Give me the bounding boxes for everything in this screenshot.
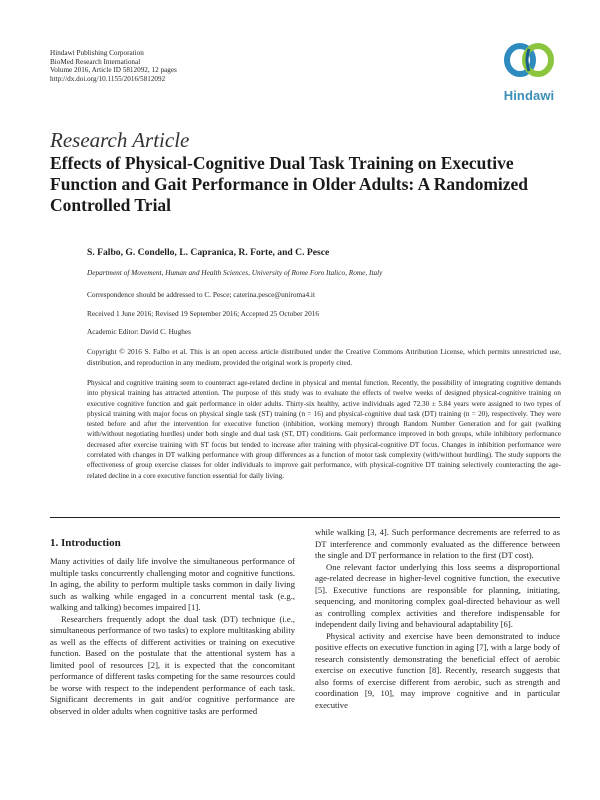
logo-text: Hindawi (503, 88, 555, 103)
paragraph: Researchers frequently adopt the dual task (DT) technique (i.e., simultaneous performance of two tasks) to explore multitasking ability as well as the effects of different activities or training on executive function. Based on the postulate that the attentional system has a limited pool of resources [2], it is expected that the concomitant performance of different tasks competing for the same resources could be worse with respect to the independent performance of each task. Significant decrements in gait and/or cognitive performance are observed in older adults when cognitive tasks are performed (50, 613, 295, 716)
copyright-notice: Copyright © 2016 S. Falbo et al. This is an open access article distributed under the Creative Commons Attribution License, which permits unrestricted use, distribution, and reproduction in any medium, provided the original work is properly cited. (87, 347, 561, 367)
abstract: Physical and cognitive training seem to counteract age-related decline in physical and mental function. Recently, the possibility of integrating cognitive demands into physical training has attracted attention. The purpose of this study was to evaluate the effects of twelve weeks of designed physical-cognitive training on executive cognitive function and gait performance in older adults. Thirty-six healthy, active individuals aged 72.30 ± 5.84 years were assigned to two types of physical training with major focus on physical single task (ST) training (n = 16) and physical-cognitive dual task (DT) training (n = 20), respectively. They were tested before and after the intervention for executive function (inhibition, working memory) through Random Number Generation and for gait (walking with/without negotiating hurdles) under both single and dual task (ST, DT) conditions. Gait performance improved in both groups, while inhibitory performance decreased after exercise training with ST focus but tended to increase after training with physical-cognitive DT focus. Changes in inhibition performance were correlated with changes in DT walking performance with group differences as a function of motor task complexity (with/without hurdling). The study supports the effectiveness of group exercise classes for older individuals to improve gait performance, with physical-cognitive DT training selectively counteracting the age-related decline in a core executive function essential for daily living. (87, 379, 561, 480)
paragraph: Many activities of daily life involve the simultaneous performance of multiple tasks concurrently challenging motor and cognitive functions. In aging, the ability to perform multiple tasks common in daily living such as walking while engaged in a concurrent mental task (e.g., walking and talking) becomes impaired [1]. (50, 556, 295, 612)
paragraph: Physical activity and exercise have been demonstrated to induce positive effects on executive function in aging [7], with a large body of research consistently demonstrating the beneficial effect of aerobic exercise on executive function [8]. Recently, research suggests that also forms of exercise different from aerobic, such as strength and coordination [9, 10], may improve cognitive and in particular executive (315, 630, 560, 710)
article-type: Research Article (50, 128, 190, 152)
right-column (315, 527, 560, 711)
journal-meta (50, 49, 177, 83)
volume-info: Volume 2016, Article ID 5812092, 12 pages (50, 66, 177, 75)
paper-title: Effects of Physical-Cognitive Dual Task Training on Executive Function and Gait Performance in Older Adults: A Randomized Controlled Trial (50, 153, 529, 215)
paragraph: One relevant factor underlying this loss seems a disproportional age-related decrease in higher-level cognitive function, the executive [5]. Executive functions are responsible for planning, initiating, sequencing, and monitoring complex goal-directed behaviour as well as controlling complex activities and therefore indispensable for independent daily living and behavioural adaptability [6]. (315, 561, 560, 629)
hindawi-logo (494, 40, 564, 104)
hindawi-logo-icon (494, 40, 564, 90)
journal-name: BioMed Research International (50, 57, 141, 66)
paragraph: while walking [3, 4]. Such performance decrements are referred to as DT interference and commonly evaluated as the difference between the single and DT performance in relation to the first (DT cost). (315, 527, 560, 560)
section-heading: 1. Introduction (50, 537, 121, 549)
doi-link[interactable]: http://dx.doi.org/10.1155/2016/5812092 (50, 74, 166, 83)
left-column (50, 556, 295, 717)
correspondence: Correspondence should be addressed to C. Pesce; caterina.pesce@uniroma4.it (87, 290, 315, 299)
publisher-name: Hindawi Publishing Corporation (50, 49, 144, 57)
academic-editor: Academic Editor: David C. Hughes (87, 327, 191, 336)
author-list: S. Falbo, G. Condello, L. Capranica, R. Forte, and C. Pesce (87, 247, 330, 258)
section-divider (50, 517, 560, 518)
affiliation: Department of Movement, Human and Health Sciences, University of Rome Foro Italico, Rome, Italy (87, 268, 383, 277)
dates-line: Received 1 June 2016; Revised 19 September 2016; Accepted 25 October 2016 (87, 309, 320, 318)
